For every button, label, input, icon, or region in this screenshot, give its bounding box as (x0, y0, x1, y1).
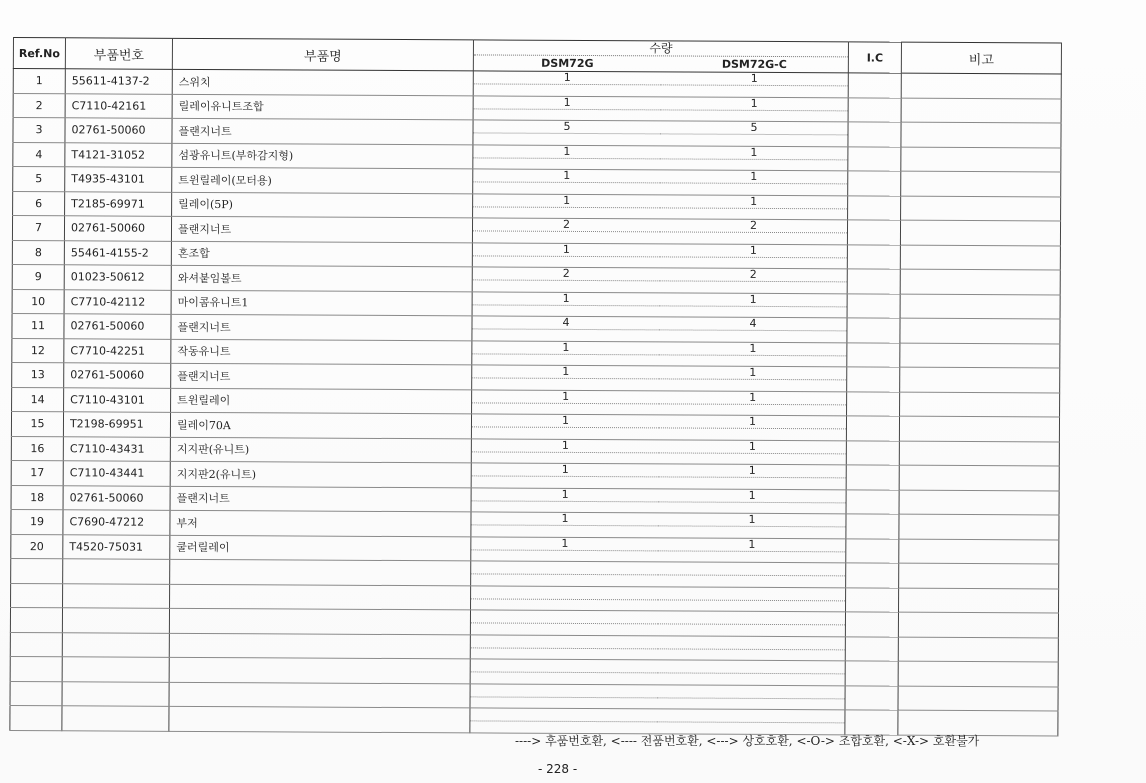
remarks-cell (899, 465, 1059, 490)
part-number-cell: C7110-43101 (64, 387, 171, 412)
ic-cell (847, 293, 900, 318)
ic-cell (848, 73, 901, 98)
parts-table-header (13, 38, 1061, 74)
part-number-cell: T2198-69951 (63, 412, 170, 437)
qty-dsm72g-c: 2 (660, 219, 847, 233)
ic-cell (846, 440, 899, 465)
qty-dsm72g: 1 (472, 341, 659, 355)
ic-cell (845, 661, 898, 686)
quantity-cell (471, 438, 846, 464)
ic-cell (845, 636, 898, 661)
quantity-cell (472, 291, 847, 317)
qty-dsm72g-c (658, 562, 845, 576)
remarks-cell (899, 588, 1059, 613)
part-name-cell: 릴레이(5P) (172, 192, 473, 218)
ref-no-cell: 10 (12, 289, 64, 314)
quantity-cell (472, 365, 847, 391)
ic-cell (846, 416, 899, 441)
quantity-cell (471, 585, 846, 611)
ic-cell (847, 367, 900, 392)
remarks-cell (899, 416, 1059, 441)
remarks-cell (898, 661, 1058, 686)
ref-no-cell (10, 705, 62, 730)
remarks-cell (898, 686, 1058, 711)
qty-dsm72g-c: 1 (658, 538, 845, 552)
part-name-cell: 릴레이70A (170, 412, 471, 438)
remarks-cell (901, 122, 1061, 147)
parts-table (9, 37, 1062, 736)
part-name-cell: 스위치 (172, 69, 473, 95)
parts-table-body (10, 69, 1061, 736)
remarks-cell (900, 245, 1060, 270)
ic-cell (847, 244, 900, 269)
quantity-cell (473, 193, 848, 219)
qty-dsm72g: 1 (472, 365, 659, 379)
qty-dsm72g-c: 1 (660, 170, 847, 184)
col-ic: I.C (848, 42, 901, 73)
quantity-cell (473, 169, 848, 195)
ref-no-cell: 18 (11, 485, 63, 510)
remarks-cell (901, 196, 1061, 221)
ref-no-cell: 11 (12, 313, 64, 338)
quantity-cell (473, 144, 848, 170)
part-name-cell (170, 584, 471, 610)
interchangeability-legend: ----> 후품번호환, <---- 전품번호환, <---> 상호호환, <-O-> 조합호환, <-X-> 호환불가 (515, 734, 980, 748)
quantity-cell (470, 708, 845, 734)
ref-no-cell: 15 (11, 411, 63, 436)
part-name-cell: 마이콤유니트1 (171, 290, 472, 316)
col-part-name: 부품명 (172, 38, 473, 71)
qty-dsm72g: 1 (472, 390, 659, 404)
qty-dsm72g: 1 (472, 439, 659, 453)
part-number-cell (62, 632, 169, 657)
remarks-cell (898, 612, 1058, 637)
qty-dsm72g-c: 1 (659, 489, 846, 503)
part-number-cell: C7110-43441 (63, 461, 170, 486)
qty-dsm72g: 1 (473, 243, 660, 257)
remarks-cell (900, 343, 1060, 368)
qty-dsm72g (471, 684, 658, 698)
qty-dsm72g-c: 1 (659, 464, 846, 478)
ref-no-cell: 14 (12, 387, 64, 412)
qty-dsm72g-c: 1 (659, 415, 846, 429)
qty-dsm72g: 2 (473, 218, 660, 232)
part-number-cell (63, 559, 170, 584)
quantity-cell (471, 512, 846, 538)
ic-cell (847, 391, 900, 416)
quantity-cell (472, 242, 847, 268)
col-remarks: 비고 (901, 42, 1061, 74)
remarks-cell (900, 367, 1060, 392)
qty-dsm72g-c (658, 660, 845, 674)
remarks-cell (899, 490, 1059, 515)
qty-dsm72g: 1 (474, 71, 661, 85)
qty-dsm72g-c: 1 (660, 293, 847, 307)
qty-dsm72g-c: 2 (660, 268, 847, 282)
part-name-cell (170, 559, 471, 585)
qty-dsm72g: 1 (471, 512, 658, 526)
ic-cell (845, 612, 898, 637)
ref-no-cell: 9 (12, 264, 64, 289)
part-name-cell: 섬광유니트(부하감지형) (172, 143, 473, 169)
qty-dsm72g (471, 610, 658, 624)
remarks-cell (901, 98, 1061, 123)
qty-dsm72g: 1 (474, 96, 661, 110)
part-name-cell (169, 633, 470, 659)
qty-dsm72g: 5 (474, 120, 661, 134)
part-number-cell: 02761-50060 (65, 118, 172, 143)
part-name-cell: 부저 (170, 510, 471, 536)
qty-dsm72g: 1 (473, 169, 660, 183)
remarks-cell (899, 514, 1059, 539)
qty-dsm72g (471, 561, 658, 575)
ref-no-cell: 2 (13, 93, 65, 118)
ref-no-cell: 17 (11, 460, 63, 485)
ic-cell (846, 489, 899, 514)
part-number-cell: 02761-50060 (64, 216, 171, 241)
qty-dsm72g-c: 1 (659, 440, 846, 454)
part-number-cell: C7710-42112 (64, 289, 171, 314)
ic-cell (846, 538, 899, 563)
remarks-cell (899, 441, 1059, 466)
part-name-cell (169, 608, 470, 634)
ic-cell (846, 514, 899, 539)
table-row (10, 705, 1058, 735)
qty-dsm72g (471, 586, 658, 600)
quantity-cell (472, 340, 847, 366)
qty-dsm72g-c: 1 (659, 366, 846, 380)
qty-dsm72g-c: 1 (661, 97, 848, 111)
part-number-cell: T2185-69971 (65, 191, 172, 216)
part-number-cell: 02761-50060 (64, 314, 171, 339)
part-number-cell: T4520-75031 (63, 534, 170, 559)
quantity-cell (470, 683, 845, 709)
qty-dsm72g-c: 1 (660, 146, 847, 160)
qty-dsm72g-c: 1 (660, 244, 847, 258)
part-name-cell: 플랜지너트 (171, 314, 472, 340)
ref-no-cell: 8 (12, 240, 64, 265)
qty-dsm72g: 4 (472, 316, 659, 330)
qty-dsm72g (471, 659, 658, 673)
ic-cell (847, 342, 900, 367)
remarks-cell (898, 637, 1058, 662)
remarks-cell (900, 294, 1060, 319)
ref-no-cell (11, 583, 63, 608)
part-name-cell: 플랜지너트 (170, 486, 471, 512)
quantity-cell (471, 561, 846, 587)
ic-cell (847, 220, 900, 245)
part-name-cell (169, 706, 470, 732)
qty-dsm72g-c: 5 (660, 121, 847, 135)
quantity-title: 수량 (474, 40, 848, 57)
qty-dsm72g: 2 (473, 267, 660, 281)
remarks-cell (899, 539, 1059, 564)
ic-cell (848, 97, 901, 122)
remarks-cell (900, 269, 1060, 294)
part-number-cell (62, 657, 169, 682)
remarks-cell (900, 392, 1060, 417)
ic-cell (848, 146, 901, 171)
qty-dsm72g-c (658, 587, 845, 601)
quantity-cell (472, 316, 847, 342)
quantity-cell (472, 389, 847, 415)
part-name-cell: 릴레이유니트조합 (172, 94, 473, 120)
col-model-dsm72g: DSM72G (541, 56, 594, 71)
part-name-cell: 플랜지너트 (172, 118, 473, 144)
part-name-cell: 플랜지너트 (171, 363, 472, 389)
part-number-cell: 55611-4137-2 (65, 69, 172, 94)
col-ref-no: Ref.No (13, 38, 65, 69)
part-name-cell: 트윈릴레이 (171, 388, 472, 414)
remarks-cell (901, 171, 1061, 196)
qty-dsm72g-c: 1 (660, 195, 847, 209)
qty-dsm72g: 1 (472, 488, 659, 502)
ref-no-cell (10, 681, 62, 706)
part-number-cell (62, 608, 169, 633)
part-name-cell: 플랜지너트 (171, 216, 472, 242)
part-name-cell: 지지판2(유니트) (170, 461, 471, 487)
qty-dsm72g-c (658, 636, 845, 650)
qty-dsm72g: 1 (471, 537, 658, 551)
ic-cell (845, 710, 898, 735)
remarks-cell (900, 220, 1060, 245)
part-number-cell: C7690-47212 (63, 510, 170, 535)
part-number-cell (63, 583, 170, 608)
part-name-cell: 작동유니트 (171, 339, 472, 365)
ref-no-cell: 20 (11, 534, 63, 559)
part-name-cell: 와셔붙임볼트 (171, 265, 472, 291)
qty-dsm72g-c (657, 709, 844, 723)
qty-dsm72g-c: 1 (658, 513, 845, 527)
quantity-cell (472, 218, 847, 244)
ref-no-cell: 16 (11, 436, 63, 461)
ref-no-cell (11, 558, 63, 583)
part-number-cell: T4935-43101 (65, 167, 172, 192)
part-number-cell (62, 681, 169, 706)
part-number-cell (62, 706, 169, 731)
ref-no-cell: 1 (13, 69, 65, 94)
qty-dsm72g (470, 708, 657, 722)
ref-no-cell (10, 632, 62, 657)
qty-dsm72g-c: 4 (659, 317, 846, 331)
qty-dsm72g-c: 1 (659, 391, 846, 405)
qty-dsm72g (471, 635, 658, 649)
page-number: - 228 - (538, 762, 578, 776)
part-name-cell: 쿨러릴레이 (170, 535, 471, 561)
part-number-cell: 01023-50612 (64, 265, 171, 290)
part-name-cell: 트윈릴레이(모터용) (172, 167, 473, 193)
quantity-cell (473, 71, 848, 97)
part-number-cell: T4121-31052 (65, 142, 172, 167)
ref-no-cell: 19 (11, 509, 63, 534)
quantity-cell (471, 463, 846, 489)
qty-dsm72g-c: 1 (659, 342, 846, 356)
quantity-cell (471, 487, 846, 513)
remarks-cell (901, 147, 1061, 172)
part-name-cell (169, 657, 470, 683)
col-part-number: 부품번호 (65, 38, 172, 70)
ic-cell (847, 269, 900, 294)
ref-no-cell: 6 (13, 191, 65, 216)
ref-no-cell (10, 656, 62, 681)
ref-no-cell: 5 (13, 167, 65, 192)
qty-dsm72g: 1 (472, 463, 659, 477)
qty-dsm72g-c (658, 611, 845, 625)
ic-cell (848, 195, 901, 220)
part-number-cell: C7110-43431 (63, 436, 170, 461)
part-number-cell: 02761-50060 (63, 485, 170, 510)
quantity-cell (470, 659, 845, 685)
part-number-cell: 02761-50060 (64, 363, 171, 388)
quantity-cell (472, 267, 847, 293)
qty-dsm72g: 1 (472, 414, 659, 428)
ic-cell (848, 171, 901, 196)
part-number-cell: C7110-42161 (65, 93, 172, 118)
qty-dsm72g: 1 (473, 194, 660, 208)
ref-no-cell: 4 (13, 142, 65, 167)
quantity-cell (470, 610, 845, 636)
part-name-cell: 혼조합 (171, 241, 472, 267)
ic-cell (846, 587, 899, 612)
qty-dsm72g-c (658, 685, 845, 699)
ref-no-cell: 7 (12, 216, 64, 241)
ic-cell (847, 318, 900, 343)
quantity-cell (473, 95, 848, 121)
quantity-cell (470, 634, 845, 660)
part-name-cell (169, 682, 470, 708)
ic-cell (848, 122, 901, 147)
ref-no-cell: 3 (13, 118, 65, 143)
col-model-dsm72g-c: DSM72G-C (721, 57, 787, 72)
qty-dsm72g: 1 (473, 145, 660, 159)
ref-no-cell: 12 (12, 338, 64, 363)
ic-cell (846, 563, 899, 588)
remarks-cell (899, 563, 1059, 588)
qty-dsm72g-c: 1 (661, 72, 848, 86)
remarks-cell (901, 73, 1061, 98)
remarks-cell (900, 318, 1060, 343)
part-number-cell: C7710-42251 (64, 338, 171, 363)
qty-dsm72g: 1 (473, 292, 660, 306)
part-number-cell: 55461-4155-2 (64, 240, 171, 265)
ref-no-cell (10, 607, 62, 632)
ic-cell (846, 465, 899, 490)
quantity-cell (473, 120, 848, 146)
ref-no-cell: 13 (12, 362, 64, 387)
ic-cell (845, 685, 898, 710)
quantity-cell (471, 536, 846, 562)
col-quantity (473, 40, 848, 73)
quantity-cell (471, 414, 846, 440)
part-name-cell: 지지판(유니트) (170, 437, 471, 463)
